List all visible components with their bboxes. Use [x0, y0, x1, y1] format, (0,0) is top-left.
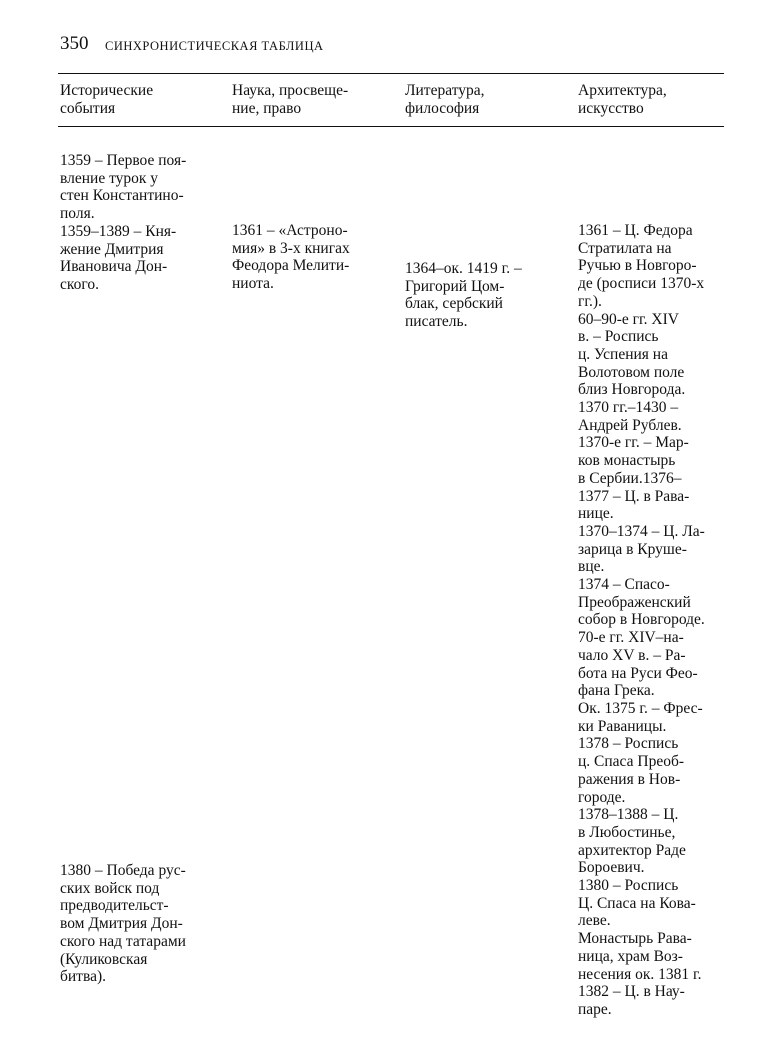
text-line: ского. [60, 275, 99, 293]
text-line: (Куликовская [60, 950, 148, 968]
header-line: Литература, [405, 82, 485, 99]
text-line: Бороевич. [578, 859, 645, 877]
text-line: Григорий Цом- [405, 277, 505, 295]
table-header-rule [58, 126, 724, 127]
text-line: 1378 – Роспись [578, 735, 679, 753]
text-line: Волотовом поле [578, 363, 685, 381]
text-line: 1378–1388 – Ц. [578, 806, 679, 824]
text-line: 1364–ок. 1419 г. – [405, 260, 522, 277]
text-line: Ручью в Новгоро- [578, 257, 697, 275]
header-line: события [60, 100, 116, 117]
science-entry-1361 [232, 222, 350, 293]
text-line: битва). [60, 968, 106, 986]
text-line: 1380 – Победа рус- [60, 862, 186, 879]
text-line: Ивановича Дон- [60, 258, 168, 276]
text-line: предводительст- [60, 897, 169, 915]
text-line: ских войск под [60, 879, 160, 897]
text-line: ниота. [232, 275, 274, 293]
text-line: ского над татарами [60, 932, 186, 950]
text-line: ков монастырь [578, 452, 676, 470]
header-line: искусство [578, 100, 644, 117]
text-line: Феодора Мелити- [232, 257, 350, 275]
history-entry-1359 [60, 152, 186, 294]
text-line: 70-е гг. XIV–на- [578, 629, 684, 647]
text-line: 1370 гг.–1430 – [578, 399, 679, 417]
text-line: близ Новгорода. [578, 381, 686, 399]
text-line: 1382 – Ц. в Нау- [578, 983, 685, 1001]
text-line: вце. [578, 558, 605, 576]
text-line: чало XV в. – Ра- [578, 646, 686, 664]
text-line: гг.). [578, 292, 602, 310]
text-line: фана Грека. [578, 682, 655, 700]
header-line: Наука, просвеще- [232, 82, 349, 99]
text-line: 1370–1374 – Ц. Ла- [578, 522, 705, 540]
text-line: несения ок. 1381 г. [578, 965, 702, 983]
text-line: 1370-е гг. – Мар- [578, 434, 689, 452]
text-line: в Любостинье, [578, 823, 676, 841]
text-line: 1377 – Ц. в Рава- [578, 487, 690, 505]
history-entry-1380 [60, 862, 186, 986]
text-line: городе. [578, 788, 626, 806]
text-line: жение Дмитрия [60, 240, 164, 258]
text-line: 60–90-е гг. XIV [578, 310, 679, 328]
text-line: паре. [578, 1000, 612, 1018]
text-line: писатель. [405, 313, 468, 331]
text-line: Стратилата на [578, 239, 672, 257]
architecture-entries [578, 222, 705, 1019]
text-line: мия» в 3-х книгах [232, 239, 350, 257]
column-header-science [232, 82, 348, 118]
header-line: Исторические [60, 82, 154, 99]
text-line: ц. Спаса Преоб- [578, 753, 685, 771]
text-line: Андрей Рублев. [578, 416, 682, 434]
text-line: де (росписи 1370-х [578, 275, 705, 293]
text-line: поля. [60, 205, 95, 223]
column-header-history [60, 82, 153, 118]
text-line: ки Раваницы. [578, 717, 667, 735]
text-line: 1374 – Спасо- [578, 576, 670, 594]
text-line: ница, храм Воз- [578, 947, 683, 965]
text-line: стен Константино- [60, 187, 184, 205]
text-line: 1359 – Первое поя- [60, 152, 187, 169]
text-line: блак, сербский [405, 295, 503, 313]
literature-entry-1364 [405, 260, 522, 331]
text-line: леве. [578, 912, 611, 930]
text-line: нице. [578, 505, 614, 523]
text-line: 1361 – «Астроно- [232, 222, 348, 239]
header-line: философия [405, 100, 480, 117]
text-line: вом Дмитрия Дон- [60, 915, 183, 933]
running-title: СИНХРОНИСТИЧЕСКАЯ ТАБЛИЦА [105, 39, 324, 53]
column-header-architecture [578, 82, 667, 118]
text-line: 1380 – Роспись [578, 877, 679, 895]
header-line: ние, право [232, 100, 302, 117]
text-line: Ок. 1375 г. – Фрес- [578, 699, 703, 717]
text-line: Монастырь Рава- [578, 930, 692, 948]
header-line: Архитектура, [578, 82, 667, 99]
text-line: собор в Новгороде. [578, 611, 705, 629]
text-line: вление турок у [60, 169, 159, 187]
text-line: ц. Успения на [578, 345, 668, 363]
text-line: 1359–1389 – Кня- [60, 222, 177, 240]
page-number: 350 [60, 33, 89, 54]
text-line: ражения в Нов- [578, 770, 681, 788]
text-line: в Сербии.1376– [578, 469, 682, 487]
text-line: архитектор Раде [578, 841, 686, 859]
column-header-literature [405, 82, 485, 118]
table-top-rule [58, 73, 724, 74]
text-line: Преображенский [578, 593, 691, 611]
text-line: в. – Роспись [578, 328, 659, 346]
text-line: Ц. Спаса на Кова- [578, 894, 696, 912]
text-line: 1361 – Ц. Федора [578, 222, 693, 239]
text-line: бота на Руси Фео- [578, 664, 698, 682]
text-line: зарица в Круше- [578, 540, 687, 558]
